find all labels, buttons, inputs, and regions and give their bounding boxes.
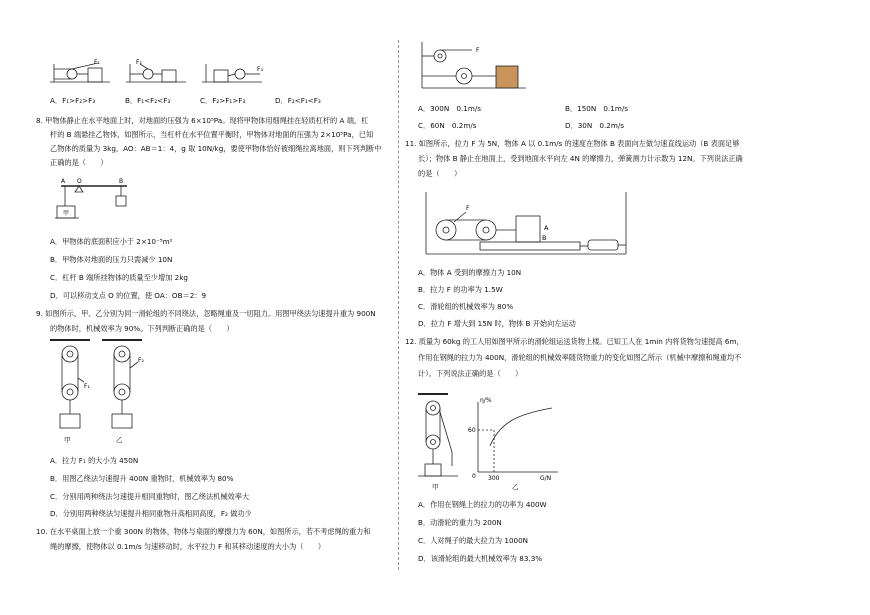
q11-text-line2: 长）；物体 B 静止在地面上，受到地面水平向左 4N 的摩擦力，弹簧测力计示数为 12N。下列说法正确 [418,154,743,163]
q9-option-d: D．分别用两种绕法匀速提升相同重物升高相同高度，F₂ 做功少 [50,509,252,518]
q9-text-line2: 的物体时，机械效率为 90%。下列判断正确的是（ ） [50,324,234,333]
q8-option-b: B．甲物体对地面的压力只需减少 10N [50,255,173,264]
q11-fig-a: A [544,224,549,232]
q7-label-f1: F₁ [94,59,100,66]
q9-pulley-figure [50,338,170,448]
q12-fig-origin: 0 [472,473,476,480]
q8-fig-b: B [119,178,124,185]
column-divider [398,40,399,570]
q7-option-a: A．F₁>F₂>F₃ [50,96,96,105]
q8-option-d: D．可以移动支点 O 的位置，使 OA：OB＝2：9 [50,291,207,300]
q8-option-a: A．甲物体的底面积应小于 2×10⁻⁵m² [50,237,173,246]
q8-option-c: C．杠杆 B 端所挂物体的质量至少增加 2kg [50,273,188,282]
q12-option-a: A．作用在钢绳上的拉力的功率为 400W [418,500,547,509]
q11-text-line3: 的是（ ） [418,169,462,178]
q11-option-a: A．物体 A 受到的摩擦力为 10N [418,268,522,277]
q9-fig-f1: F₁ [84,383,90,390]
q7-option-d: D．F₂<F₁<F₃ [275,96,321,105]
q8-text-line2: 杆的 B 端悬挂乙物体，如图所示，当杠杆在水平位置平衡时，甲物体对地面的压强为 2×10⁵Pa，已知 [50,130,374,139]
q12-figure [418,392,568,492]
q10-option-a: A．300N 0.1m/s [418,104,481,113]
q12-fig-y60: 60 [468,427,476,434]
q11-option-b: B．拉力 F 的功率为 1.5W [418,285,503,294]
q9-fig-jia: 甲 [64,436,71,444]
q10-text-line2: 绳的摩擦，使物体以 0.1m/s 匀速移动时，水平拉力 F 和其移动速度的大小为（ ） [50,542,326,551]
q11-option-d: D．拉力 F 增大到 15N 时，物体 B 开始向左运动 [418,319,576,328]
q10-fig-f: F [476,47,480,54]
q9-option-a: A．拉力 F₁ 的大小为 450N [50,456,139,465]
q7-figure [50,58,270,88]
q12-fig-x300: 300 [488,475,500,482]
q12-fig-eta: η/% [480,397,492,404]
q12-text-line1: 12. 质量为 60kg 的工人用如图甲所示的滑轮组运送货物上楼。已知工人在 1min 内将货物匀速提高 6m， [405,337,744,346]
q7-label-f2: F₂ [136,59,142,66]
q12-fig-jia: 甲 [432,483,439,491]
q8-lever-figure [55,176,135,226]
q12-text-line2: 作用在钢绳的拉力为 400N，滑轮组的机械效率随货物重力的变化如图乙所示（机械中摩擦和绳重均不 [418,353,742,362]
q8-fig-a: A [61,178,66,185]
q12-fig-yi: 乙 [512,483,519,491]
q12-option-c: C．人对绳子的最大拉力为 1000N [418,536,529,545]
q11-text-line1: 11. 如图所示，拉力 F 为 5N，物体 A 以 0.1m/s 的速度在物体 B 表面向左做匀速直线运动（B 表面足够 [405,139,740,148]
q10-option-c: C．60N 0.2m/s [418,121,477,130]
q8-text-line3: 乙物体的质量为 3kg，AO：AB＝1：4，g 取 10N/kg，要使甲物体恰好被细绳拉离地面，则下列判断中 [50,144,382,153]
q7-option-b: B．F₁<F₂<F₃ [125,96,171,105]
q8-fig-o: O [77,178,82,185]
q9-option-b: B．用图乙绕法匀速提升 400N 重物时，机械效率为 80% [50,474,234,483]
q10-option-b: B．150N 0.1m/s [565,104,628,113]
q12-fig-xlabel: G/N [540,475,552,482]
q9-fig-yi: 乙 [116,436,123,444]
q12-option-b: B．动滑轮的重力为 200N [418,518,502,527]
q10-text-line1: 10. 在水平桌面上放一个重 300N 的物体，物体与桌面的摩擦力为 60N，如图所示，若不考虑绳的重力和 [36,527,371,536]
q9-text-line1: 9. 如图所示，甲、乙分别为同一滑轮组的不同绕法，忽略绳重及一切阻力。用图甲绕法匀速提升重为 900N [36,309,376,318]
q10-option-d: D．30N 0.2m/s [565,121,625,130]
q11-fig-f: F [466,205,470,212]
q11-option-c: C．滑轮组的机械效率为 80% [418,302,514,311]
q8-fig-jia: 甲 [63,210,70,217]
q10-figure [420,42,530,92]
q9-option-c: C．分别用两种绕法匀速提升相同重物时，图乙绕法机械效率大 [50,492,250,501]
q12-option-d: D．该滑轮组的最大机械效率为 83.3% [418,554,543,563]
q11-fig-b: B [542,234,547,242]
q7-option-c: C．F₂>F₁>F₃ [200,96,246,105]
q8-text-line4: 正确的是（ ） [50,158,108,167]
q12-text-line3: 计）。下列说法正确的是（ ） [418,369,523,378]
q7-label-f3: F₃ [257,66,263,73]
q9-fig-f2: F₂ [138,357,144,364]
q8-text-line1: 8. 甲物体静止在水平地面上时，对地面的压强为 6×10⁵Pa。现将甲物体用细绳挂在轻质杠杆的 A 端，杠 [36,116,369,125]
q11-figure [424,192,634,258]
